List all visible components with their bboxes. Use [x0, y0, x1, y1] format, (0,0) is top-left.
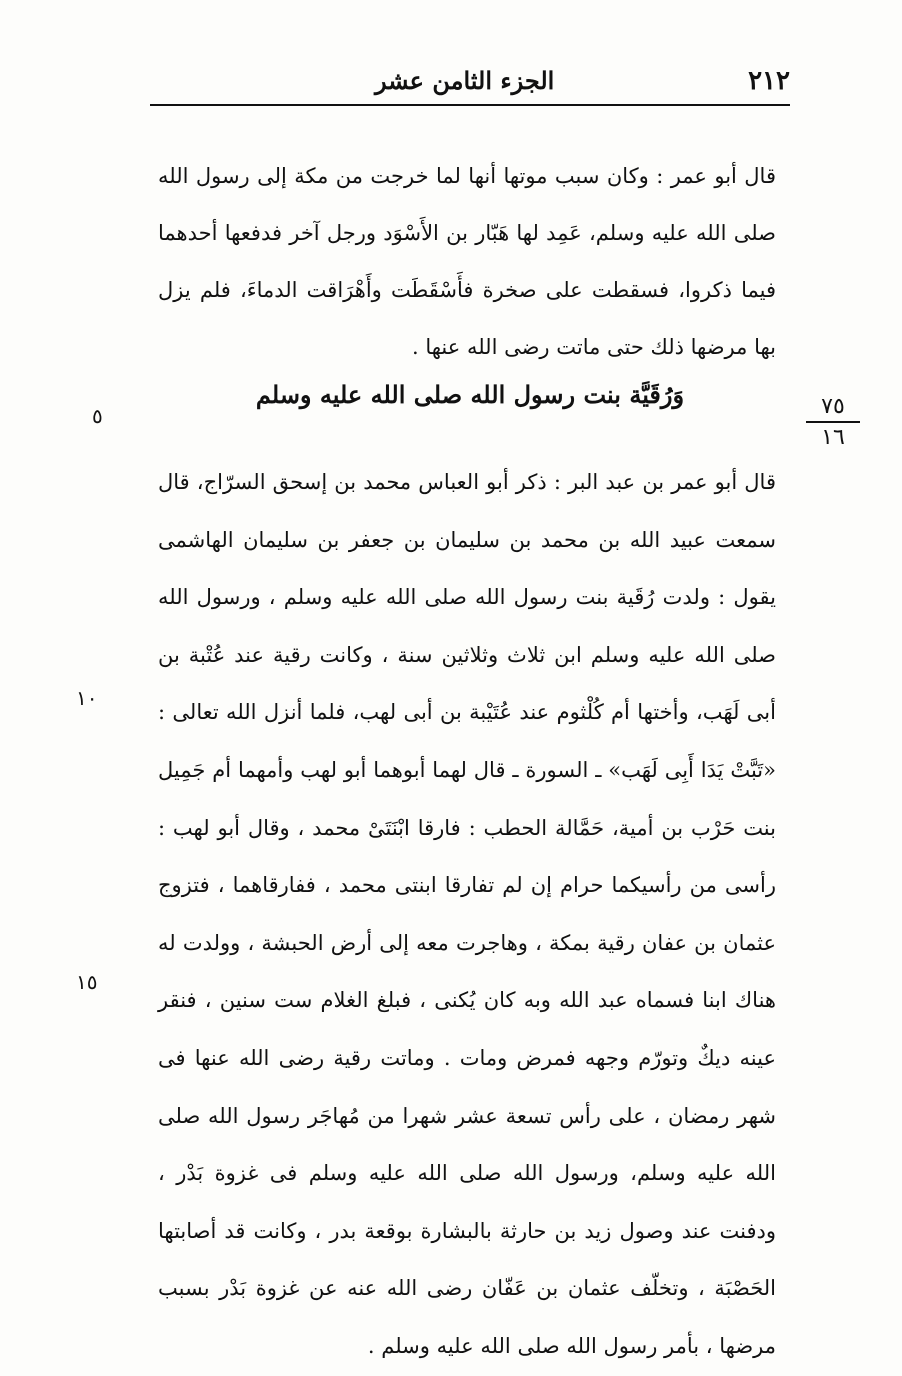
line-number-5: ٥ [92, 404, 103, 428]
line-number-10: ١٠ [76, 686, 98, 710]
entry-number [806, 394, 860, 450]
section-heading: وَرُقَيَّة بنت رسول الله صلى الله عليه وسلم [255, 380, 685, 409]
paragraph-1: قال أبو عمر : وكان سبب موتها أنها لما خرجت من مكة إلى رسول الله صلى الله عليه وسلم، عَمِد لها هَبّار بن الأَسْوَد ورجل آخر فدفعها أحدهما فيما ذكروا، فسقطت على صخرة فأَسْقَطَت وأَهْرَاقت الدماءَ، فلم يزل بها مرضها ذلك حتى ماتت رضى الله عنها . [158, 164, 776, 359]
page-header [150, 62, 790, 106]
page-number: ٢١٢ [748, 66, 790, 96]
running-title: الجزء الثامن عشر [375, 66, 555, 95]
line-number-15: ١٥ [76, 970, 98, 994]
paragraph-2: قال أبو عمر بن عبد البر : ذكر أبو العباس محمد بن إسحق السرّاج، قال سمعت عبيد الله بن محمد بن سليمان بن جعفر بن سليمان الهاشمى يقول : ولدت رُقَية بنت رسول الله صلى الله عليه وسلم ، ورسول الله صلى الله عليه وسلم ابن ثلاث وثلاثين سنة ، وكانت رقية عند عُتْبة بن أبى لَهَب، وأختها أم كُلْثوم عند عُتَيْبة بن أبى لهب، فلما أنزل الله تعالى : «تَبَّتْ يَدَا أَبِى لَهَب» ـ السورة ـ قال لهما أبوهما أبو لهب وأمهما أم جَمِيل بنت حَرْب بن أمية، حَمَّالة الحطب : فارقا ابْنَتَىْ محمد ، وقال أبو لهب : رأسى من رأسيكما حرام إن لم تفارقا ابنتى محمد ، ففارقاهما ، فتزوج عثمان بن عفان رقية بمكة ، وهاجرت معه إلى أرض الحبشة ، وولدت له هناك ابنا فسماه عبد الله وبه كان يُكنى ، فبلغ الغلام ست سنين ، فنقر عينه ديكٌ وتورّم وجهه فمرض ومات . وماتت رقية رضى الله عنها فى شهر رمضان ، على رأس تسعة عشر شهرا من مُهاجَر رسول الله صلى الله عليه وسلم، ورسول الله صلى الله عليه وسلم فى غزوة بَدْر ، ودفنت عند وصول زيد بن حارثة بالبشارة بوقعة بدر ، وكانت قد أصابتها الحَصْبَة ، وتخلّف عثمان بن عَفّان رضى الله عنه عن غزوة بَدْر بسبب مرضها ، بأمر رسول الله صلى الله عليه وسلم . [158, 470, 776, 1358]
entry-number-main: ٧٥ [806, 394, 860, 423]
entry-number-sub: ١٦ [821, 425, 845, 450]
